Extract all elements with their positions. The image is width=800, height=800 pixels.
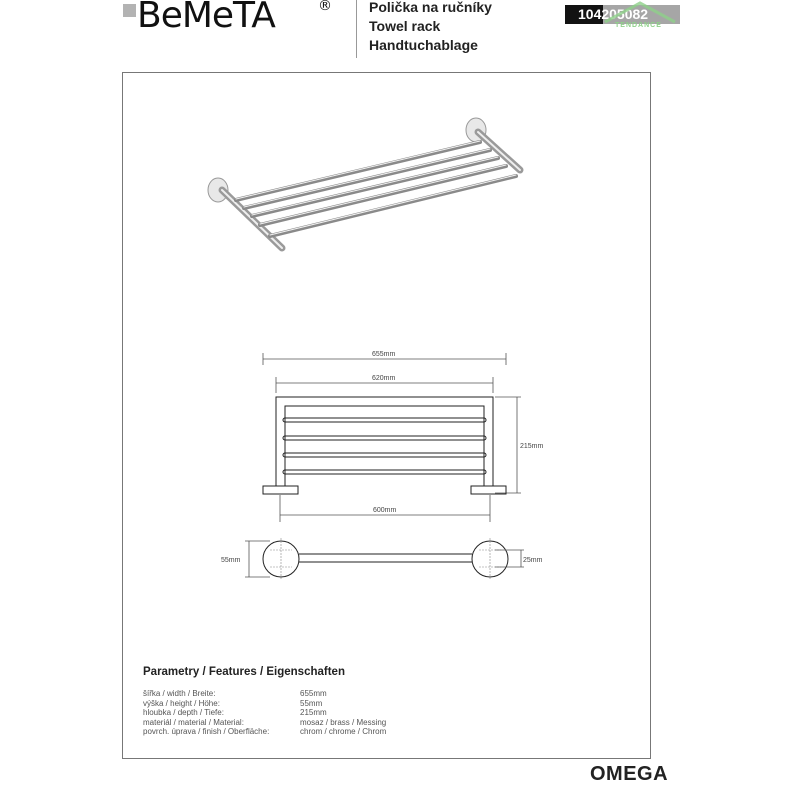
param-label: povrch. úprava / finish / Oberfläche:: [143, 727, 270, 737]
product-code: 104205082: [578, 6, 649, 22]
param-row-material: [143, 718, 386, 728]
dim-depth: 215mm: [520, 443, 544, 450]
title-english: Towel rack: [369, 18, 441, 34]
param-value: chrom / chrome / Chrom: [300, 727, 387, 737]
param-label: materiál / material / Material:: [143, 717, 244, 727]
brand-logo: BeMeTA: [137, 0, 275, 36]
param-row-width: [143, 689, 386, 699]
series-name: OMEGA: [590, 763, 669, 785]
param-value: mosaz / brass / Messing: [300, 717, 387, 727]
param-row-depth: [143, 708, 386, 718]
param-label: výška / height / Höhe:: [143, 698, 220, 708]
dim-height: 55mm: [221, 557, 241, 564]
product-photo: [208, 118, 520, 248]
dim-mount-spacing: 600mm: [373, 507, 397, 514]
watermark-text: TENDANCE: [615, 22, 662, 29]
param-value: 55mm: [300, 698, 323, 708]
title-german: Handtuchablage: [369, 37, 478, 53]
title-czech: Polička na ručníky: [369, 0, 492, 15]
param-label: hloubka / depth / Tiefe:: [143, 708, 224, 718]
registered-mark: ®: [318, 0, 332, 14]
param-label: šířka / width / Breite:: [143, 689, 216, 698]
param-row-height: [143, 699, 386, 709]
parameters-table: [143, 689, 386, 737]
param-value: 215mm: [300, 708, 327, 718]
dim-rail-width: 620mm: [372, 375, 396, 382]
parameters-title: Parametry / Features / Eigenschaften: [143, 666, 345, 678]
param-value: 655mm: [300, 689, 327, 698]
dim-flange: 25mm: [523, 557, 543, 564]
dim-overall-width: 655mm: [372, 351, 396, 358]
param-row-finish: [143, 727, 386, 737]
